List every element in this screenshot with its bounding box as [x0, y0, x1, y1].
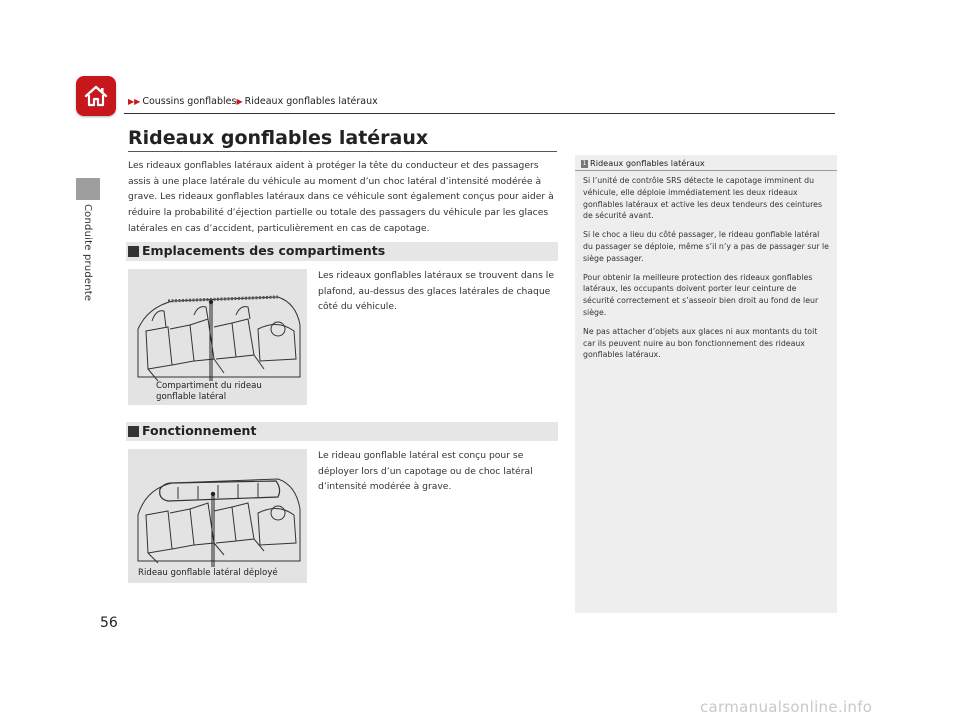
caption-line: gonflable latéral [156, 391, 227, 402]
section-square-icon [128, 246, 139, 257]
note-divider [575, 170, 837, 171]
breadcrumb [128, 96, 378, 107]
page-number: 56 [100, 615, 118, 631]
figure-curtain-deployed [128, 449, 307, 583]
breadcrumb-arrow-icon: ▶▶ [128, 97, 141, 106]
home-button[interactable] [76, 76, 116, 116]
note-paragraph: Si l’unité de contrôle SRS détecte le capotage imminent du véhicule, elle déploie immédiatement les deux rideaux gonflables latéraux et active les deux tendeurs des ceintures de sécurité avant. [583, 176, 823, 221]
breadcrumb-current: Rideaux gonflables latéraux [244, 96, 378, 107]
watermark: carmanualsonline.info [700, 698, 873, 716]
figure-caption-location [156, 381, 262, 402]
intro-paragraph: Les rideaux gonflables latéraux aident à protéger la tête du conducteur et des passagers assis à une place latérale du véhicule au moment d’un choc latéral d’intensité modérée à grave. Les rideaux gonflables latéraux dans ce véhicule sont également conçus pour aider à réduire la probabilité d’éjection partielle ou totale des passagers du véhicule par les glaces latérales en cas d’accident, particulièrement en cas de capotage. [128, 160, 554, 234]
section-heading-operation [126, 422, 558, 441]
note-paragraph: Si le choc a lieu du côté passager, le rideau gonflable latéral du passager se déploie, même s’il n’y a pas de passager sur le siège passager. [583, 230, 829, 263]
figure-caption-deployed [138, 568, 278, 579]
title-divider [128, 151, 557, 152]
note-heading [581, 158, 705, 168]
section-heading-text: Fonctionnement [142, 423, 257, 438]
home-icon [83, 83, 109, 109]
breadcrumb-link-airbags[interactable]: Coussins gonflables [142, 96, 237, 107]
note-sidebar [575, 155, 837, 613]
breadcrumb-arrow-icon: ▶ [236, 97, 243, 106]
section-heading-locations [126, 242, 558, 261]
chapter-tab[interactable] [76, 178, 100, 200]
caption-line: Compartiment du rideau [156, 381, 262, 391]
figure-curtain-location [128, 269, 307, 405]
note-body [583, 175, 829, 368]
header-divider [124, 113, 835, 114]
note-paragraph: Pour obtenir la meilleure protection des rideaux gonflables latéraux, les occupants doivent porter leur ceinture de sécurité correctement et s’asseoir bien droit au fond de leur siège. [583, 272, 819, 317]
section-square-icon [128, 426, 139, 437]
section-text-operation: Le rideau gonflable latéral est conçu pour se déployer lors d’un capotage ou de choc latéral d’intensité modérée à grave. [318, 450, 533, 493]
car-deployed-illustration [128, 449, 307, 583]
note-title[interactable]: Rideaux gonflables latéraux [590, 158, 705, 168]
page-title: Rideaux gonflables latéraux [128, 127, 429, 149]
section-text-locations: Les rideaux gonflables latéraux se trouvent dans le plafond, au-dessus des glaces latérales de chaque côté du véhicule. [318, 270, 555, 313]
note-paragraph: Ne pas attacher d’objets aux glaces ni aux montants du toit car ils peuvent nuire au bon fonctionnement des rideaux gonflables latéraux. [583, 326, 818, 360]
section-heading-text: Emplacements des compartiments [142, 243, 386, 258]
note-number-badge: 1 [582, 160, 587, 167]
caption-line: Rideau gonflable latéral déployé [138, 568, 278, 578]
chapter-label: Conduite prudente [82, 204, 93, 302]
